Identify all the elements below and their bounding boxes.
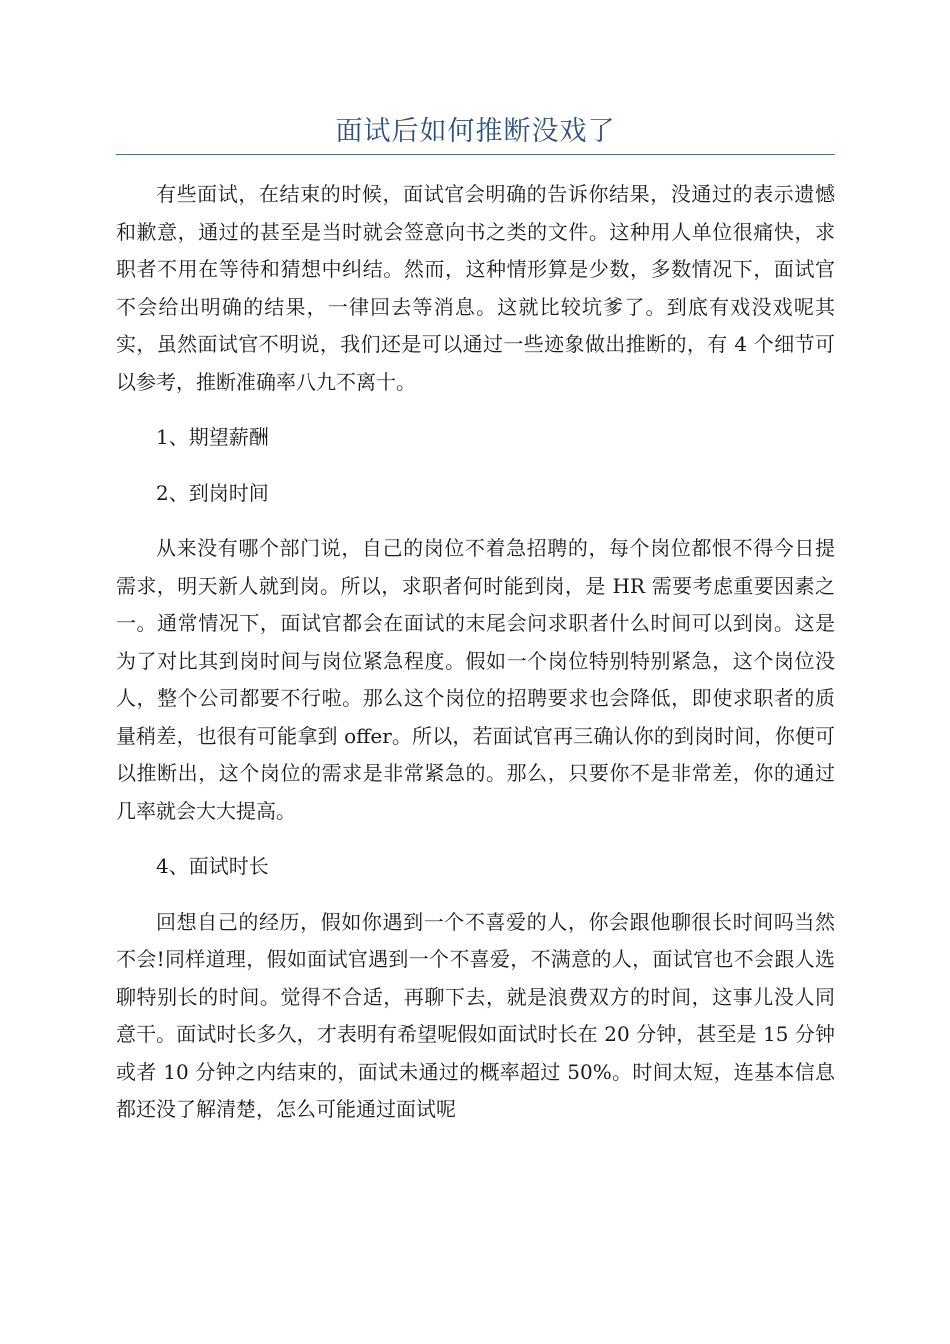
start-date-paragraph: 从来没有哪个部门说，自己的岗位不着急招聘的，每个岗位都恨不得今日提需求，明天新人就到岗。所以，求职者何时能到岗，是 HR 需要考虑重要因素之一。通常情况下，面试官都会在面试的末尾会问求职者什么时间可以到岗。这是为了对比其到岗时间与岗位紧急程度。假如一个岗位特别特别紧急，这个岗位没人，整个公司都要不行啦。那么这个岗位的招聘要求也会降低，即使求职者的质量稍差，也很有可能拿到 offer。所以，若面试官再三确认你的到岗时间，你便可以推断出，这个岗位的需求是非常紧急的。那么，只要你不是非常差，你的通过几率就会大大提高。 (116, 536, 835, 823)
title-underline (116, 154, 835, 155)
section-heading-salary: 1、期望薪酬 (156, 425, 269, 449)
interview-length-paragraph: 回想自己的经历，假如你遇到一个不喜爱的人，你会跟他聊很长时间吗当然不会!同样道理，假如面试官遇到一个不喜爱，不满意的人，面试官也不会跟人选聊特别长的时间。觉得不合适，再聊下去，就是浪费双方的时间，这事儿没人同意干。面试时长多久，才表明有希望呢假如面试时长在 20 分钟，甚至是 15 分钟或者 10 分钟之内结束的，面试未通过的概率超过 50%。时间太短，连基本信息都还没了解清楚，怎么可能通过面试呢 (116, 909, 835, 1121)
section-heading-start-date: 2、到岗时间 (156, 480, 269, 505)
intro-paragraph: 有些面试，在结束的时候，面试官会明确的告诉你结果，没通过的表示遗憾和歉意，通过的甚至是当时就会签意向书之类的文件。这种用人单位很痛快，求职者不用在等待和猜想中纠结。然而，这种情形算是少数，多数情况下，面试官不会给出明确的结果，一律回去等消息。这就比较坑爹了。到底有戏没戏呢其实，虽然面试官不明说，我们还是可以通过一些迹象做出推断的，有 4 个细节可以参考，推断准确率八九不离十。 (116, 182, 835, 394)
document-title: 面试后如何推断没戏了 (335, 116, 616, 147)
document-body (116, 176, 835, 1147)
section-heading-interview-length: 4、面试时长 (156, 854, 269, 878)
